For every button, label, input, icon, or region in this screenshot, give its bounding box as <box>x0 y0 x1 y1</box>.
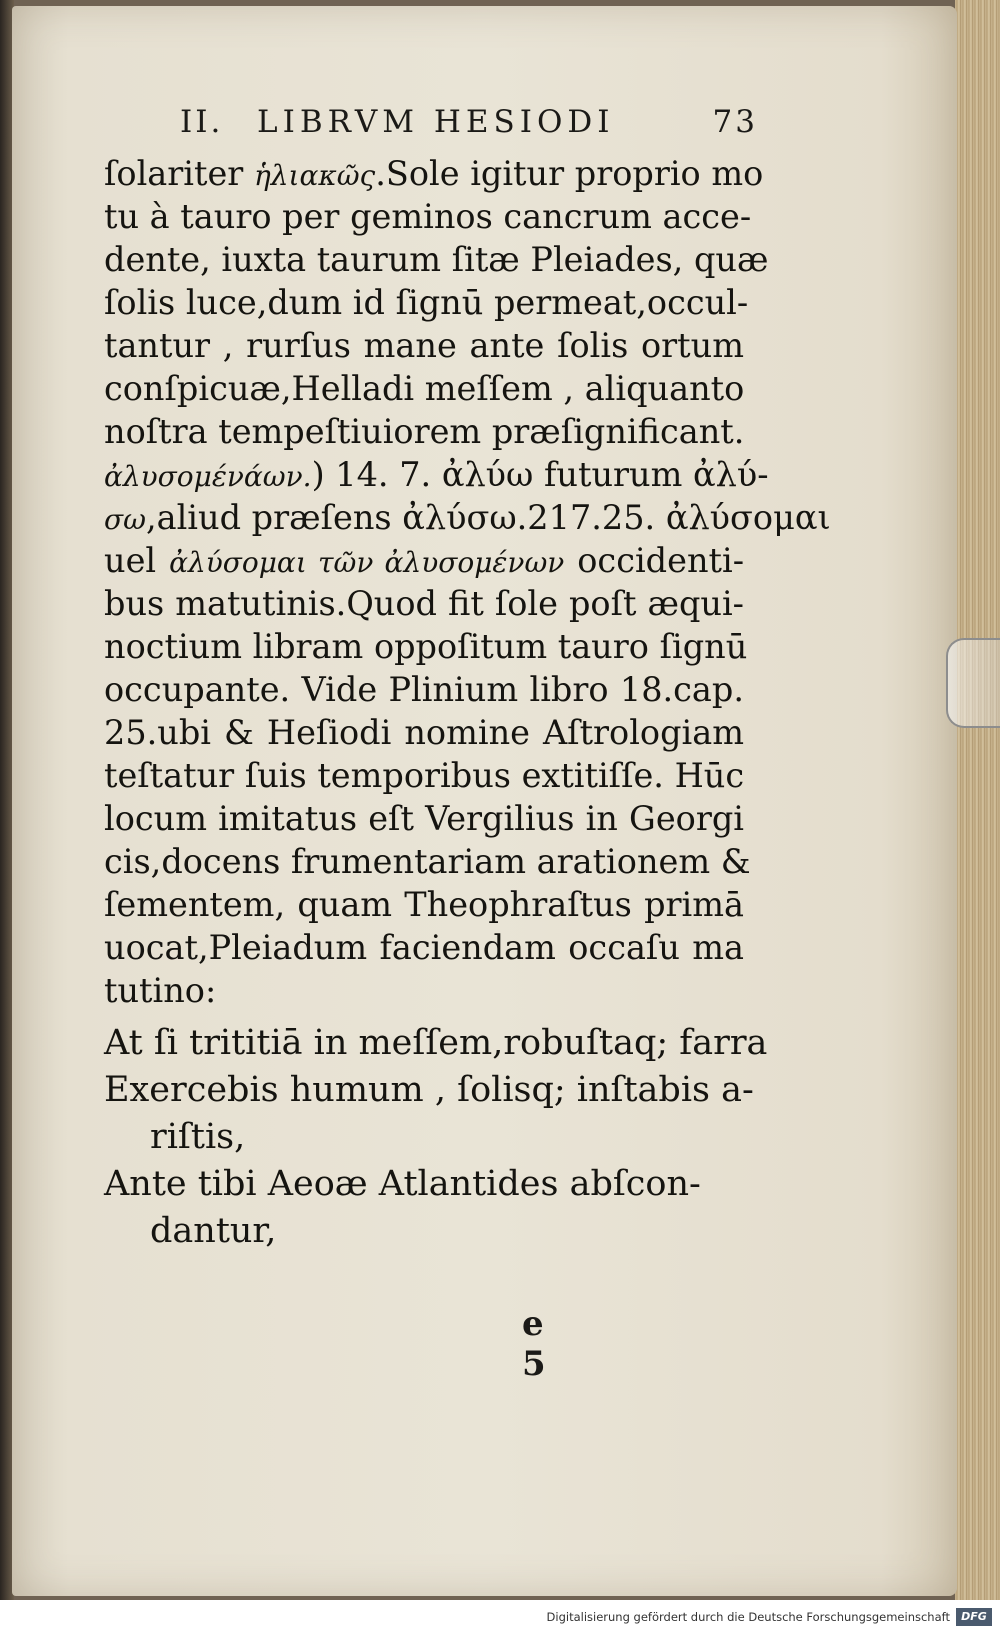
text-line <box>104 195 752 238</box>
text-segment: ,aliud præſens ἀλύσω.217.25. ἀλύσομαι <box>145 498 831 537</box>
text-line <box>104 926 744 969</box>
text-line <box>104 539 744 582</box>
text-segment: noſtra tempeſtiuiorem præſignificant. <box>104 412 745 451</box>
text-line <box>104 754 744 797</box>
text-segment: cis,docens frumentariam arationem & <box>104 842 751 881</box>
text-line <box>104 625 748 668</box>
verse-line: Exercebis humum , ſolisq; inſtabis a- <box>104 1070 754 1110</box>
text-line <box>104 797 744 840</box>
text-segment: ſolis luce,dum id ſignū permeat,occul- <box>104 283 749 322</box>
greek-term: ἀλυσομένάων. <box>104 460 312 493</box>
text-line <box>104 152 764 195</box>
quoted-verse <box>104 1020 768 1255</box>
commentary-paragraph <box>104 152 831 1012</box>
page-tab-marker <box>946 638 1000 728</box>
text-line <box>104 668 744 711</box>
page-edges <box>955 0 1000 1600</box>
verse-line: At ſi trititiā in meſſem,robuſtaq; farra <box>104 1023 768 1063</box>
greek-term: ἀλύσομαι τῶν ἀλυσομένων <box>169 546 565 579</box>
greek-term: ἡλιακῶς <box>253 159 376 192</box>
verse-line: dantur, <box>150 1211 277 1251</box>
text-segment: bus matutinis.Quod fit ſole poſt æqui- <box>104 584 744 623</box>
text-line <box>104 582 744 625</box>
text-segment: 25.ubi & Heſiodi nomine Aſtrologiam <box>104 713 744 752</box>
text-line <box>104 883 744 926</box>
text-segment: tu à tauro per geminos cancrum acce- <box>104 197 752 236</box>
text-segment: ſolariter <box>104 154 254 193</box>
page-number: 73 <box>712 104 758 140</box>
text-segment: locum imitatus eſt Vergilius in Georgi <box>104 799 744 838</box>
text-line <box>104 711 744 754</box>
signature-mark: e 5 <box>522 1304 574 1384</box>
body-text <box>104 152 831 1255</box>
dfg-logo: DFG <box>956 1608 992 1626</box>
text-segment: occidenti- <box>564 541 745 580</box>
text-line <box>104 969 744 1012</box>
funding-credit: Digitalisierung gefördert durch die Deutsche Forschungsgemeinschaft <box>546 1610 950 1624</box>
text-segment: uocat,Pleiadum faciendam occaſu ma <box>104 928 744 967</box>
text-segment: occupante. Vide Plinium libro 18.cap. <box>104 670 744 709</box>
greek-term: σω <box>104 503 146 536</box>
verse-line: Ante tibi Aeoæ Atlantides abſcon- <box>104 1164 701 1204</box>
text-segment: noctium libram oppoſitum tauro ſignū <box>104 627 748 666</box>
text-line <box>104 367 744 410</box>
header-section: II. <box>180 104 224 140</box>
text-line <box>104 410 744 453</box>
verse-line: riſtis, <box>150 1117 246 1157</box>
digitization-footer <box>0 1600 1000 1637</box>
text-line <box>104 324 744 367</box>
running-header <box>180 104 758 144</box>
header-title: LIBRVM HESIODI <box>257 104 615 140</box>
text-segment: ) 14. 7. ἀλύω futurum ἀλύ- <box>311 455 769 494</box>
text-line <box>104 281 749 324</box>
text-line <box>104 496 831 539</box>
text-segment: dente, iuxta taurum ſitæ Pleiades, quæ <box>104 240 769 279</box>
text-line <box>104 238 769 281</box>
text-segment: tutino: <box>104 971 217 1010</box>
text-segment: ſementem, quam Theophraſtus primā <box>104 885 744 924</box>
text-line <box>104 453 769 496</box>
text-segment: teſtatur ſuis temporibus extitiſſe. Hūc <box>104 756 745 795</box>
text-line <box>104 840 751 883</box>
text-segment: tantur , rurſus mane ante ſolis ortum <box>104 326 744 365</box>
text-segment: .Sole igitur proprio mo <box>375 154 764 193</box>
text-segment: conſpicuæ,Helladi meſſem , aliquanto <box>104 369 745 408</box>
text-segment: uel <box>104 541 170 580</box>
